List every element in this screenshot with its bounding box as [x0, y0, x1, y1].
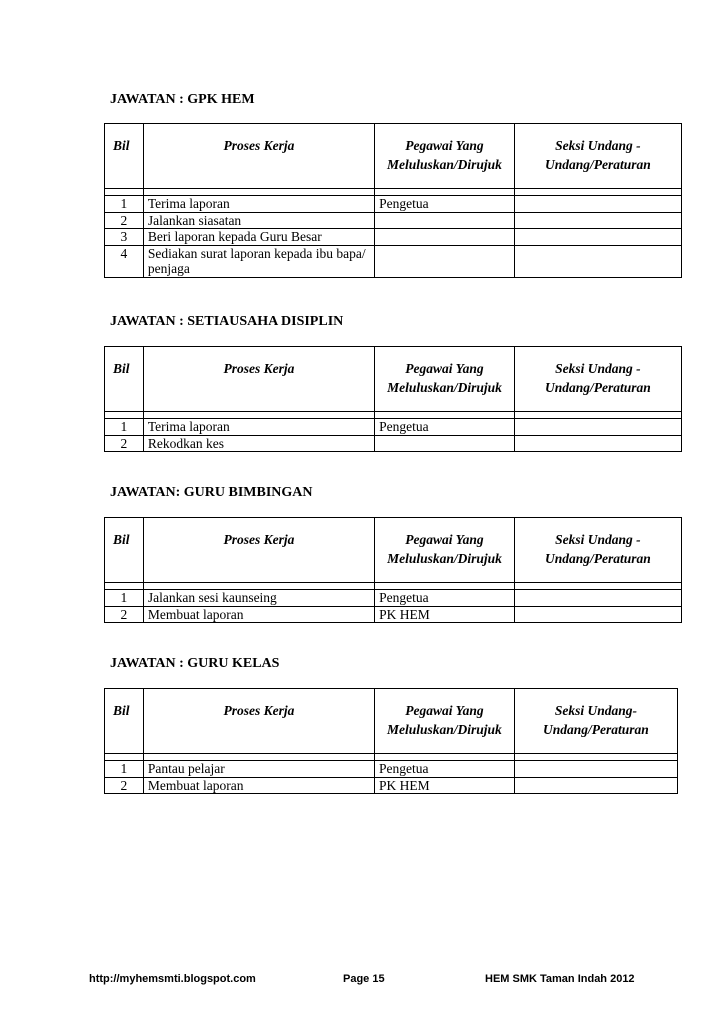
table-row: 1 Jalankan sesi kaunseing Pengetua [105, 590, 682, 607]
header-proses: Proses Kerja [143, 124, 374, 189]
table-row: 3 Beri laporan kepada Guru Besar [105, 229, 682, 246]
header-proses: Proses Kerja [143, 518, 374, 583]
footer-url[interactable]: http://myhemsmti.blogspot.com [89, 973, 256, 985]
footer-page-number: Page 15 [343, 973, 385, 985]
table-row: 1 Pantau pelajar Pengetua [105, 761, 678, 778]
section-title: JAWATAN : SETIAUSAHA DISIPLIN [110, 314, 344, 329]
table-row: 2 Jalankan siasatan [105, 212, 682, 229]
section-title: JAWATAN: GURU BIMBINGAN [110, 485, 313, 500]
header-pegawai: Pegawai Yang Meluluskan/Dirujuk [375, 347, 515, 412]
header-pegawai: Pegawai Yang Meluluskan/Dirujuk [375, 124, 515, 189]
process-table [104, 346, 682, 452]
table-row: 2 Membuat laporan PK HEM [105, 777, 678, 794]
footer-organization: HEM SMK Taman Indah 2012 [485, 973, 635, 985]
process-table [104, 688, 678, 794]
header-bil: Bil [105, 689, 144, 754]
table-row: 1 Terima laporan Pengetua [105, 196, 682, 213]
header-bil: Bil [105, 124, 144, 189]
header-seksi: Seksi Undang - Undang/Peraturan [514, 518, 681, 583]
section-title: JAWATAN : GPK HEM [110, 92, 255, 107]
table-row: 4 Sediakan surat laporan kepada ibu bapa/ penjaga [105, 245, 682, 277]
table-row: 2 Membuat laporan PK HEM [105, 606, 682, 623]
section-title: JAWATAN : GURU KELAS [110, 656, 280, 671]
header-proses: Proses Kerja [143, 689, 374, 754]
header-pegawai: Pegawai Yang Meluluskan/Dirujuk [375, 518, 515, 583]
header-bil: Bil [105, 518, 144, 583]
table-row: 2 Rekodkan kes [105, 435, 682, 452]
process-table [104, 123, 682, 278]
header-bil: Bil [105, 347, 144, 412]
header-proses: Proses Kerja [143, 347, 374, 412]
table-row: 1 Terima laporan Pengetua [105, 419, 682, 436]
header-pegawai: Pegawai Yang Meluluskan/Dirujuk [375, 689, 515, 754]
header-seksi: Seksi Undang- Undang/Peraturan [514, 689, 677, 754]
header-seksi: Seksi Undang - Undang/Peraturan [514, 124, 681, 189]
header-seksi: Seksi Undang - Undang/Peraturan [514, 347, 681, 412]
process-table [104, 517, 682, 623]
